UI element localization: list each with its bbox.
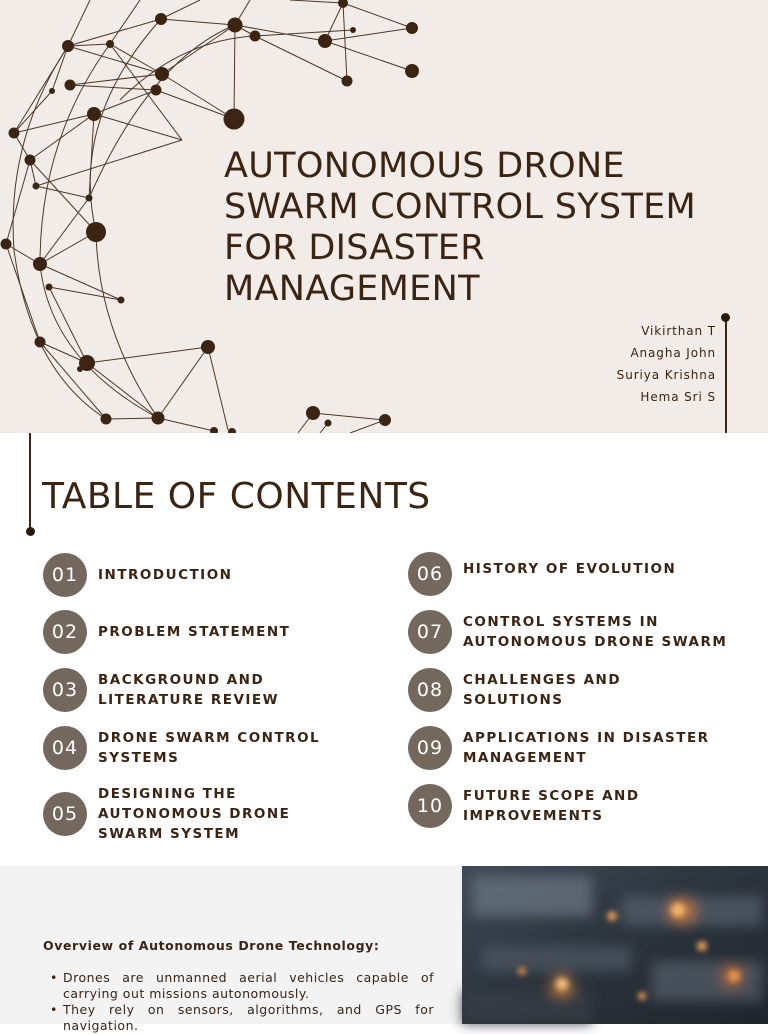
toc-heading: TABLE OF CONTENTS xyxy=(42,476,431,517)
toc-number-badge: 04 xyxy=(43,726,87,770)
toc-number-badge: 01 xyxy=(43,553,87,597)
toc-number-badge: 08 xyxy=(408,668,452,712)
toc-item xyxy=(43,668,279,712)
author-name: Vikirthan T xyxy=(641,324,716,338)
toc-slide xyxy=(0,433,768,866)
toc-number-badge: 07 xyxy=(408,610,452,654)
overview-bullet-list xyxy=(50,970,434,1034)
author-name: Anagha John xyxy=(630,346,716,360)
decorative-vertical-line xyxy=(725,318,727,433)
toc-item xyxy=(408,784,640,828)
toc-item-label: PROBLEM STATEMENT xyxy=(98,624,291,640)
toc-number-badge: 09 xyxy=(408,726,452,770)
toc-item-label: DESIGNING THE AUTONOMOUS DRONE SWARM SYSTEM xyxy=(98,786,291,842)
toc-number-badge: 05 xyxy=(43,792,87,836)
toc-item-label: CONTROL SYSTEMS IN AUTONOMOUS DRONE SWARM xyxy=(463,614,728,650)
blurred-circuit-photo xyxy=(462,866,768,1024)
overview-heading: Overview of Autonomous Drone Technology: xyxy=(43,938,380,953)
toc-number-badge: 06 xyxy=(408,552,452,596)
bullet-text: Drones are unmanned aerial vehicles capable of carrying out missions autonomously. xyxy=(63,970,434,1001)
toc-number-badge: 03 xyxy=(43,668,87,712)
toc-item-label: APPLICATIONS IN DISASTER MANAGEMENT xyxy=(463,730,710,766)
toc-item-label: DRONE SWARM CONTROL SYSTEMS xyxy=(98,730,321,766)
toc-item xyxy=(43,784,290,844)
toc-item xyxy=(43,553,232,597)
bullet-item xyxy=(50,1002,434,1034)
toc-item-label: HISTORY OF EVOLUTION xyxy=(463,561,677,577)
decorative-dot xyxy=(721,313,730,322)
bullet-icon: • xyxy=(50,1002,58,1017)
toc-item xyxy=(408,726,710,770)
toc-item xyxy=(408,668,621,712)
toc-item xyxy=(408,552,676,596)
toc-item xyxy=(43,610,290,654)
author-name: Hema Sri S xyxy=(640,390,716,404)
decorative-vertical-line xyxy=(29,433,31,531)
author-list xyxy=(617,320,716,408)
decorative-dot xyxy=(26,527,35,536)
cover-slide xyxy=(0,0,768,433)
bullet-text: They rely on sensors, algorithms, and GPS for navigation. xyxy=(63,1002,434,1033)
toc-item-label: FUTURE SCOPE AND IMPROVEMENTS xyxy=(463,788,640,824)
toc-item-label: BACKGROUND AND LITERATURE REVIEW xyxy=(98,672,280,708)
toc-item xyxy=(43,726,320,770)
bullet-icon: • xyxy=(50,970,58,985)
presentation-title: AUTONOMOUS DRONE SWARM CONTROL SYSTEM FOR DISASTER MANAGEMENT xyxy=(224,146,697,309)
overview-slide xyxy=(0,866,768,1033)
toc-item-label: INTRODUCTION xyxy=(98,567,233,583)
bullet-item xyxy=(50,970,434,1002)
toc-item xyxy=(408,610,727,654)
author-name: Suriya Krishna xyxy=(616,368,716,382)
toc-item-label: CHALLENGES AND SOLUTIONS xyxy=(463,672,622,708)
toc-number-badge: 02 xyxy=(43,610,87,654)
toc-number-badge: 10 xyxy=(408,784,452,828)
